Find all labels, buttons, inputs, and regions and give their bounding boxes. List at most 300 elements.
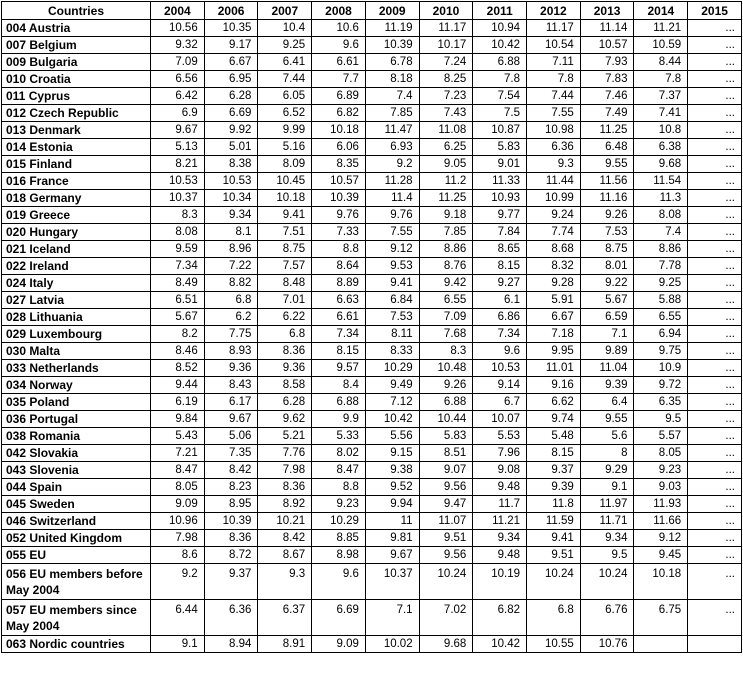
value-cell: 10.57 <box>580 37 634 54</box>
table-row <box>2 71 742 88</box>
value-cell: 6.69 <box>312 600 366 636</box>
value-cell: 7.98 <box>151 530 205 547</box>
value-cell: 9.53 <box>365 258 419 275</box>
value-cell: 6.84 <box>365 292 419 309</box>
value-cell: 7.49 <box>580 105 634 122</box>
value-cell: 9.18 <box>419 207 473 224</box>
value-cell: 9.84 <box>151 411 205 428</box>
value-cell: 10.18 <box>634 564 688 600</box>
value-cell: 9.5 <box>634 411 688 428</box>
value-cell: ... <box>688 156 742 173</box>
value-cell: 8.65 <box>473 241 527 258</box>
value-cell: ... <box>688 360 742 377</box>
value-cell: ... <box>688 207 742 224</box>
value-cell: 9.14 <box>473 377 527 394</box>
value-cell: 6.9 <box>151 105 205 122</box>
column-header-year: 2011 <box>473 2 527 20</box>
value-cell: 8.21 <box>151 156 205 173</box>
country-cell: 021 Iceland <box>2 241 151 258</box>
value-cell: 10.87 <box>473 122 527 139</box>
value-cell: 6.36 <box>204 600 258 636</box>
value-cell: 9.36 <box>258 360 312 377</box>
value-cell: 7.8 <box>473 71 527 88</box>
value-cell: 9.41 <box>527 530 581 547</box>
value-cell: 8.52 <box>151 360 205 377</box>
column-header-year: 2006 <box>204 2 258 20</box>
value-cell: 7.5 <box>473 105 527 122</box>
value-cell: 6.88 <box>312 394 366 411</box>
value-cell: 7.84 <box>473 224 527 241</box>
value-cell: 6.51 <box>151 292 205 309</box>
value-cell: 6.82 <box>312 105 366 122</box>
table-row <box>2 462 742 479</box>
value-cell: 6.61 <box>312 54 366 71</box>
value-cell: 11.07 <box>419 513 473 530</box>
table-row <box>2 530 742 547</box>
value-cell: 8.47 <box>151 462 205 479</box>
value-cell: 9.15 <box>365 445 419 462</box>
country-cell: 014 Estonia <box>2 139 151 156</box>
value-cell: 9.68 <box>634 156 688 173</box>
value-cell: 7.74 <box>527 224 581 241</box>
country-cell: 024 Italy <box>2 275 151 292</box>
value-cell: 9.3 <box>527 156 581 173</box>
value-cell: 7.01 <box>258 292 312 309</box>
value-cell: 10.24 <box>527 564 581 600</box>
value-cell: 8.46 <box>151 343 205 360</box>
value-cell: 9.81 <box>365 530 419 547</box>
value-cell: 9.55 <box>580 156 634 173</box>
column-header-year: 2008 <box>312 2 366 20</box>
value-cell: 8.51 <box>419 445 473 462</box>
value-cell: 5.6 <box>580 428 634 445</box>
value-cell: ... <box>688 258 742 275</box>
value-cell: 11.97 <box>580 496 634 513</box>
value-cell: 7.1 <box>580 326 634 343</box>
value-cell: 11.25 <box>419 190 473 207</box>
value-cell: ... <box>688 241 742 258</box>
value-cell: 7.12 <box>365 394 419 411</box>
value-cell: 8.95 <box>204 496 258 513</box>
value-cell: 8.58 <box>258 377 312 394</box>
value-cell: 5.16 <box>258 139 312 156</box>
value-cell: 8.42 <box>204 462 258 479</box>
country-cell: 045 Sweden <box>2 496 151 513</box>
value-cell: 8.4 <box>312 377 366 394</box>
value-cell: 9.55 <box>580 411 634 428</box>
value-cell: 9.37 <box>527 462 581 479</box>
value-cell: 9.94 <box>365 496 419 513</box>
value-cell: 11.16 <box>580 190 634 207</box>
value-cell: 6.48 <box>580 139 634 156</box>
value-cell: ... <box>688 292 742 309</box>
country-cell: 056 EU members before May 2004 <box>2 564 151 600</box>
value-cell: 11.47 <box>365 122 419 139</box>
value-cell: 9.32 <box>151 37 205 54</box>
value-cell: 9.5 <box>580 547 634 564</box>
country-cell: 022 Ireland <box>2 258 151 275</box>
value-cell: 6.63 <box>312 292 366 309</box>
value-cell: 11.19 <box>365 20 419 37</box>
value-cell: 7.22 <box>204 258 258 275</box>
value-cell: 8.3 <box>419 343 473 360</box>
country-cell: 038 Romania <box>2 428 151 445</box>
value-cell: 10.44 <box>419 411 473 428</box>
value-cell: 6.78 <box>365 54 419 71</box>
value-cell: 7.85 <box>365 105 419 122</box>
value-cell: 8.05 <box>634 445 688 462</box>
table-row <box>2 360 742 377</box>
column-header-year: 2015 <box>688 2 742 20</box>
value-cell: 6.17 <box>204 394 258 411</box>
column-header-year: 2010 <box>419 2 473 20</box>
value-cell: 11.2 <box>419 173 473 190</box>
value-cell: 9.6 <box>473 343 527 360</box>
value-cell: 6.8 <box>204 292 258 309</box>
value-cell: 10.6 <box>312 20 366 37</box>
table-row <box>2 190 742 207</box>
value-cell: 5.56 <box>365 428 419 445</box>
column-header-year: 2007 <box>258 2 312 20</box>
value-cell: ... <box>688 326 742 343</box>
value-cell: 8.92 <box>258 496 312 513</box>
value-cell: 6.67 <box>204 54 258 71</box>
value-cell: 11.08 <box>419 122 473 139</box>
value-cell: 10.07 <box>473 411 527 428</box>
value-cell: 7.51 <box>258 224 312 241</box>
value-cell: 9.25 <box>634 275 688 292</box>
value-cell: 9.36 <box>204 360 258 377</box>
value-cell: 8.75 <box>258 241 312 258</box>
table-row <box>2 122 742 139</box>
value-cell: 9.1 <box>151 636 205 653</box>
table-row <box>2 156 742 173</box>
table-row <box>2 88 742 105</box>
value-cell: 9.23 <box>312 496 366 513</box>
column-header-countries: Countries <box>2 2 151 20</box>
value-cell: 6.55 <box>419 292 473 309</box>
country-cell: 016 France <box>2 173 151 190</box>
value-cell: 8.02 <box>312 445 366 462</box>
value-cell: 9.1 <box>580 479 634 496</box>
value-cell: 9.16 <box>527 377 581 394</box>
value-cell: ... <box>688 309 742 326</box>
value-cell: 7.1 <box>365 600 419 636</box>
value-cell: 11.25 <box>580 122 634 139</box>
country-cell: 018 Germany <box>2 190 151 207</box>
value-cell: 9.51 <box>527 547 581 564</box>
value-cell: 8.36 <box>258 343 312 360</box>
value-cell: 9.2 <box>151 564 205 600</box>
value-cell: 8.25 <box>419 71 473 88</box>
value-cell: 9.08 <box>473 462 527 479</box>
value-cell: 6.69 <box>204 105 258 122</box>
value-cell: 9.39 <box>527 479 581 496</box>
table-row <box>2 20 742 37</box>
value-cell: 8.94 <box>204 636 258 653</box>
value-cell: 6.67 <box>527 309 581 326</box>
value-cell: 8.8 <box>312 479 366 496</box>
value-cell: 9.59 <box>151 241 205 258</box>
value-cell: 8.49 <box>151 275 205 292</box>
table-row <box>2 275 742 292</box>
table-row <box>2 513 742 530</box>
value-cell: 8.09 <box>258 156 312 173</box>
value-cell: 9.42 <box>419 275 473 292</box>
country-cell: 042 Slovakia <box>2 445 151 462</box>
value-cell: 5.83 <box>419 428 473 445</box>
value-cell: 6.59 <box>580 309 634 326</box>
value-cell: 7.57 <box>258 258 312 275</box>
value-cell: 10.39 <box>204 513 258 530</box>
value-cell: 7.83 <box>580 71 634 88</box>
value-cell: 8.8 <box>312 241 366 258</box>
value-cell: 6.05 <box>258 88 312 105</box>
value-cell: 9.67 <box>365 547 419 564</box>
table-row <box>2 309 742 326</box>
value-cell: 8.96 <box>204 241 258 258</box>
country-cell: 036 Portugal <box>2 411 151 428</box>
country-cell: 033 Netherlands <box>2 360 151 377</box>
value-cell: 8.08 <box>634 207 688 224</box>
value-cell: 10.94 <box>473 20 527 37</box>
value-cell: 8.98 <box>312 547 366 564</box>
country-cell: 020 Hungary <box>2 224 151 241</box>
value-cell: ... <box>688 71 742 88</box>
value-cell: ... <box>688 479 742 496</box>
value-cell: 8.89 <box>312 275 366 292</box>
value-cell: 9.76 <box>365 207 419 224</box>
value-cell: 6.75 <box>634 600 688 636</box>
value-cell: 9.28 <box>527 275 581 292</box>
value-cell: 11 <box>365 513 419 530</box>
value-cell: ... <box>688 105 742 122</box>
value-cell: 5.57 <box>634 428 688 445</box>
value-cell: 8.72 <box>204 547 258 564</box>
value-cell: 9.24 <box>527 207 581 224</box>
column-header-year: 2009 <box>365 2 419 20</box>
table-row <box>2 428 742 445</box>
value-cell: 6.1 <box>473 292 527 309</box>
value-cell: 11.3 <box>634 190 688 207</box>
value-cell: 6.36 <box>527 139 581 156</box>
value-cell: 7.4 <box>634 224 688 241</box>
country-cell: 043 Slovenia <box>2 462 151 479</box>
value-cell: 8.93 <box>204 343 258 360</box>
value-cell: 6.37 <box>258 600 312 636</box>
value-cell: 6.7 <box>473 394 527 411</box>
value-cell: 9.29 <box>580 462 634 479</box>
country-cell: 007 Belgium <box>2 37 151 54</box>
value-cell: 6.25 <box>419 139 473 156</box>
value-cell: 5.33 <box>312 428 366 445</box>
table-row <box>2 479 742 496</box>
value-cell: 8.01 <box>580 258 634 275</box>
value-cell: 6.19 <box>151 394 205 411</box>
value-cell: 6.88 <box>473 54 527 71</box>
value-cell: 7.4 <box>365 88 419 105</box>
value-cell: 9.09 <box>151 496 205 513</box>
table-row <box>2 173 742 190</box>
value-cell: 9.6 <box>312 37 366 54</box>
table-row <box>2 547 742 564</box>
value-cell: 7.55 <box>527 105 581 122</box>
value-cell: ... <box>688 343 742 360</box>
value-cell: 9.95 <box>527 343 581 360</box>
value-cell: 7.46 <box>580 88 634 105</box>
value-cell: 5.21 <box>258 428 312 445</box>
value-cell: 10.76 <box>580 636 634 653</box>
value-cell: 10.17 <box>419 37 473 54</box>
value-cell: 10.39 <box>365 37 419 54</box>
value-cell: 8.82 <box>204 275 258 292</box>
value-cell: 9.17 <box>204 37 258 54</box>
value-cell: 7.44 <box>258 71 312 88</box>
value-cell: 9.76 <box>312 207 366 224</box>
value-cell: 8.86 <box>634 241 688 258</box>
column-header-year: 2013 <box>580 2 634 20</box>
value-cell: 6.89 <box>312 88 366 105</box>
value-cell: 11.66 <box>634 513 688 530</box>
value-cell: 7.35 <box>204 445 258 462</box>
value-cell: 10.39 <box>312 190 366 207</box>
value-cell: 10.8 <box>634 122 688 139</box>
country-cell: 044 Spain <box>2 479 151 496</box>
value-cell: 7.75 <box>204 326 258 343</box>
value-cell: 9.51 <box>419 530 473 547</box>
country-cell: 010 Croatia <box>2 71 151 88</box>
value-cell <box>688 636 742 653</box>
country-cell: 035 Poland <box>2 394 151 411</box>
value-cell: 5.06 <box>204 428 258 445</box>
value-cell: 10.59 <box>634 37 688 54</box>
value-cell: 6.56 <box>151 71 205 88</box>
value-cell: 9.92 <box>204 122 258 139</box>
table-row <box>2 496 742 513</box>
value-cell: 6.42 <box>151 88 205 105</box>
value-cell: 10.19 <box>473 564 527 600</box>
value-cell: 8.08 <box>151 224 205 241</box>
value-cell: ... <box>688 173 742 190</box>
value-cell: 8.68 <box>527 241 581 258</box>
value-cell: 8.38 <box>204 156 258 173</box>
value-cell: 6.38 <box>634 139 688 156</box>
value-cell: 9.48 <box>473 547 527 564</box>
value-cell: ... <box>688 513 742 530</box>
country-cell: 028 Lithuania <box>2 309 151 326</box>
table-row <box>2 241 742 258</box>
value-cell: 8.36 <box>204 530 258 547</box>
value-cell: 10.93 <box>473 190 527 207</box>
value-cell: 10.48 <box>419 360 473 377</box>
value-cell: ... <box>688 428 742 445</box>
value-cell: 9.34 <box>473 530 527 547</box>
value-cell: 9.09 <box>312 636 366 653</box>
value-cell: ... <box>688 224 742 241</box>
value-cell: 9.2 <box>365 156 419 173</box>
table-row <box>2 600 742 636</box>
country-cell: 015 Finland <box>2 156 151 173</box>
value-cell: 8.86 <box>419 241 473 258</box>
value-cell: 6.8 <box>527 600 581 636</box>
value-cell: 10.35 <box>204 20 258 37</box>
value-cell: 7.8 <box>634 71 688 88</box>
value-cell: 7.78 <box>634 258 688 275</box>
value-cell: 10.18 <box>312 122 366 139</box>
table-row <box>2 394 742 411</box>
data-table <box>1 1 742 653</box>
value-cell: 7.37 <box>634 88 688 105</box>
value-cell: 7.53 <box>365 309 419 326</box>
value-cell: 7.34 <box>473 326 527 343</box>
value-cell: 10.24 <box>580 564 634 600</box>
value-cell: 10.29 <box>365 360 419 377</box>
value-cell: 10.55 <box>527 636 581 653</box>
value-cell: 6.8 <box>258 326 312 343</box>
value-cell: 9.41 <box>258 207 312 224</box>
value-cell: ... <box>688 530 742 547</box>
value-cell: 6.06 <box>312 139 366 156</box>
value-cell: 9.41 <box>365 275 419 292</box>
value-cell: 10.24 <box>419 564 473 600</box>
value-cell: 8.2 <box>151 326 205 343</box>
country-cell: 004 Austria <box>2 20 151 37</box>
value-cell: 7.44 <box>527 88 581 105</box>
table-row <box>2 292 742 309</box>
value-cell: 9.44 <box>151 377 205 394</box>
table-body <box>2 20 742 653</box>
value-cell: 8.15 <box>473 258 527 275</box>
value-cell: 5.43 <box>151 428 205 445</box>
value-cell: 9.68 <box>419 636 473 653</box>
value-cell: 7.11 <box>527 54 581 71</box>
value-cell: 11.59 <box>527 513 581 530</box>
value-cell: 8.67 <box>258 547 312 564</box>
value-cell: 11.7 <box>473 496 527 513</box>
value-cell: 10.18 <box>258 190 312 207</box>
value-cell: 10.37 <box>365 564 419 600</box>
value-cell: 7.18 <box>527 326 581 343</box>
table-row <box>2 139 742 156</box>
value-cell: 6.86 <box>473 309 527 326</box>
value-cell: 10.56 <box>151 20 205 37</box>
value-cell: 8.23 <box>204 479 258 496</box>
table-row <box>2 564 742 600</box>
value-cell: ... <box>688 600 742 636</box>
value-cell: 10.4 <box>258 20 312 37</box>
value-cell: 5.13 <box>151 139 205 156</box>
value-cell: 10.9 <box>634 360 688 377</box>
value-cell: 9.39 <box>580 377 634 394</box>
value-cell: ... <box>688 122 742 139</box>
value-cell: 11.17 <box>527 20 581 37</box>
table-row <box>2 636 742 653</box>
value-cell: 7.7 <box>312 71 366 88</box>
value-cell: ... <box>688 411 742 428</box>
value-cell: 9.05 <box>419 156 473 173</box>
value-cell: 8.44 <box>634 54 688 71</box>
value-cell: ... <box>688 37 742 54</box>
value-cell: 8.91 <box>258 636 312 653</box>
column-header-year: 2004 <box>151 2 205 20</box>
value-cell: 10.53 <box>473 360 527 377</box>
value-cell: 9.74 <box>527 411 581 428</box>
value-cell: 8.33 <box>365 343 419 360</box>
value-cell: 9.6 <box>312 564 366 600</box>
value-cell: 8.6 <box>151 547 205 564</box>
value-cell: 9.67 <box>204 411 258 428</box>
country-cell: 013 Denmark <box>2 122 151 139</box>
